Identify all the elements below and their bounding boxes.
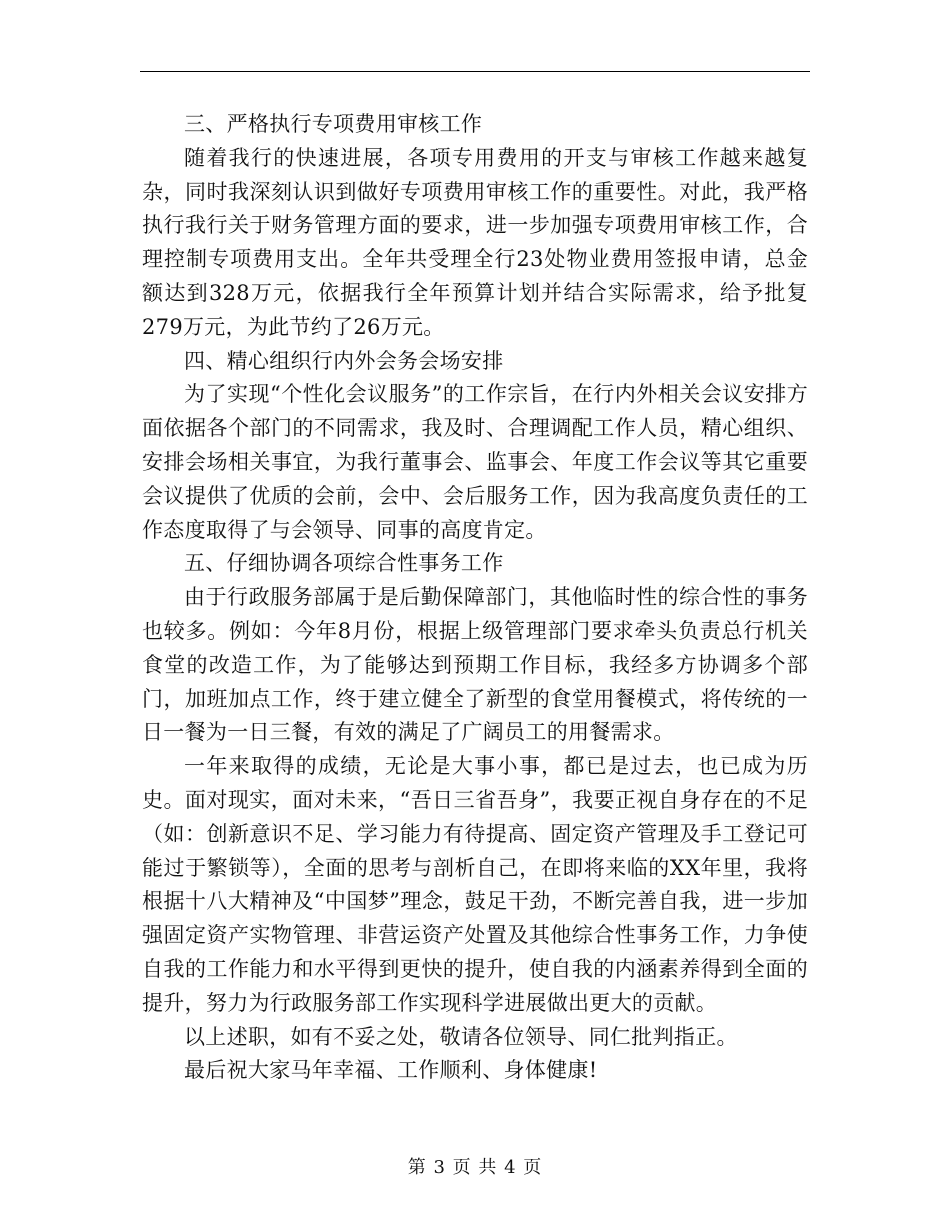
paragraph-expense-review: 随着我行的快速进展，各项专用费用的开支与审核工作越来越复杂，同时我深刻认识到做好专项费用审核工作的重要性。对此，我严格执行我行关于财务管理方面的要求，进一步加强专项费用审核工作，合理控制专项费用支出。全年共受理全行23处物业费用签报申请，总金额达到328万元，依据我行全年预算计划并结合实际需求，给予批复279万元，为此节约了26万元。: [142, 145, 808, 339]
paragraph-closing: 以上述职，如有不妥之处，敬请各位领导、同仁批判指正。: [184, 1024, 738, 1049]
paragraph-general-affairs: 由于行政服务部属于是后勤保障部门，其他临时性的综合性的事务也较多。例如：今年8月份，根据上级管理部门要求牵头负责总行机关食堂的改造工作，为了能够达到预期工作目标，我经多方协调多个部门，加班加点工作，终于建立健全了新型的食堂用餐模式，将传统的一日一餐为一日三餐，有效的满足了广阔员工的用餐需求。: [142, 585, 808, 745]
section-heading-4: 四、精心组织行内外会务会场安排: [184, 348, 504, 373]
paragraph-meeting-arrangement: 为了实现“个性化会议服务”的工作宗旨，在行内外相关会议安排方面依据各个部门的不同需求，我及时、合理调配工作人员，精心组织、安排会场相关事宜，为我行董事会、监事会、年度工作会议等其它重要会议提供了优质的会前，会中、会后服务工作，因为我高度负责任的工作态度取得了与会领导、同事的高度肯定。: [142, 382, 808, 542]
page-number-footer: 第 3 页 共 4 页: [407, 1157, 543, 1178]
document-body: [142, 108, 808, 1088]
paragraph-wishes: 最后祝大家马年幸福、工作顺利、身体健康!: [184, 1058, 598, 1083]
paragraph-summary: 一年来取得的成绩，无论是大事小事，都已是过去，也已成为历史。面对现实，面对未来，“吾日三省吾身”，我要正视自身存在的不足（如：创新意识不足、学习能力有待提高、固定资产管理及手工登记可能过于繁锁等），全面的思考与剖析自己，在即将来临的XX年里，我将根据十八大精神及“中国梦”理念，鼓足干劲，不断完善自我，进一步加强固定资产实物管理、非营运资产处置及其他综合性事务工作，力争使自我的工作能力和水平得到更快的提升，使自我的内涵素养得到全面的提升，努力为行政服务部工作实现科学进展做出更大的贡献。: [142, 754, 808, 1015]
header-rule: [140, 71, 810, 72]
section-heading-5: 五、仔细协调各项综合性事务工作: [184, 551, 504, 576]
section-heading-3: 三、严格执行专项费用审核工作: [184, 112, 483, 136]
